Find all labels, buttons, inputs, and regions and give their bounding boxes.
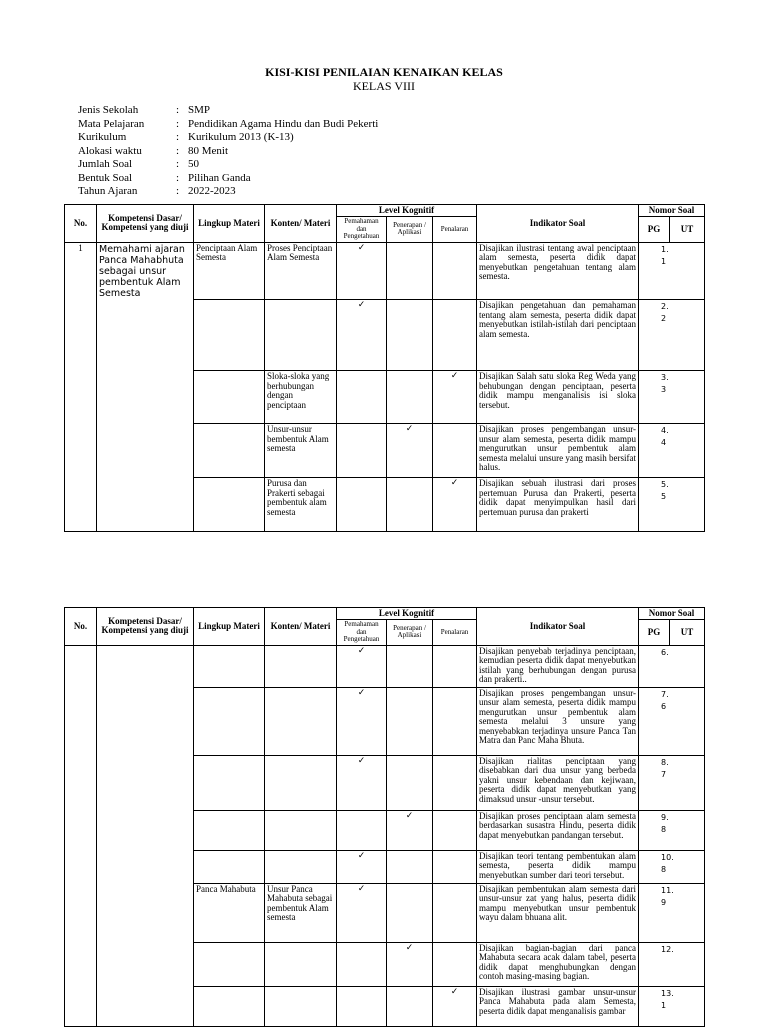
cell-lingkup xyxy=(194,986,265,1026)
cell-level-3 xyxy=(433,810,477,850)
table-row xyxy=(65,755,705,810)
cell-nomor xyxy=(639,478,705,532)
header-penerapan: Penerapan / Aplikasi xyxy=(387,620,433,646)
cell-kd xyxy=(97,645,194,687)
cell-no xyxy=(65,645,97,687)
cell-level-1 xyxy=(337,755,387,810)
cell-lingkup xyxy=(194,850,265,883)
cell-level-2 xyxy=(387,371,433,424)
cell-lingkup xyxy=(194,810,265,850)
cell-level-3 xyxy=(433,986,477,1026)
meta-value: 50 xyxy=(188,158,199,170)
cell-nomor xyxy=(639,810,705,850)
nomor-pg: 9. xyxy=(661,812,669,822)
meta-value: Pendidikan Agama Hindu dan Budi Pekerti xyxy=(188,117,379,130)
header-kd: Kompetensi Dasar/ Kompetensi yang diuji xyxy=(97,608,194,646)
table-row xyxy=(65,810,705,850)
header-indikator: Indikator Soal xyxy=(477,608,639,646)
cell-kd xyxy=(97,300,194,371)
meta-label: Jumlah Soal xyxy=(78,158,133,170)
cell-level-3 xyxy=(433,371,477,424)
cell-level-2 xyxy=(387,850,433,883)
meta-value: 2022-2023 xyxy=(188,185,236,197)
cell-no xyxy=(65,850,97,883)
document-title: KISI-KISI PENILAIAN KENAIKAN KELAS xyxy=(265,65,503,79)
check-icon: ✓ xyxy=(357,687,366,697)
nomor-pg: 11. xyxy=(661,885,674,895)
cell-level-2 xyxy=(387,645,433,687)
meta-label: Kurikulum xyxy=(78,131,127,143)
nomor-pg: 13. xyxy=(661,988,674,998)
nomor-ut: 2 xyxy=(661,314,667,323)
meta-colon: : xyxy=(176,104,180,116)
nomor-pg: 12. xyxy=(661,944,674,954)
cell-nomor xyxy=(639,850,705,883)
cell-nomor xyxy=(639,986,705,1026)
cell-level-1 xyxy=(337,371,387,424)
cell-level-1 xyxy=(337,883,387,942)
check-icon: ✓ xyxy=(405,810,414,820)
header-penalaran: Penalaran xyxy=(433,620,477,646)
meta-label: Mata Pelajaran xyxy=(78,117,145,130)
meta-label: Tahun Ajaran xyxy=(78,185,138,197)
header-konten: Konten/ Materi xyxy=(265,205,337,243)
cell-level-1 xyxy=(337,478,387,532)
cell-level-3 xyxy=(433,883,477,942)
cell-level-2 xyxy=(387,478,433,532)
header-pemahaman: Pemahaman dan Pengetahuan xyxy=(337,620,387,646)
cell-level-3 xyxy=(433,645,477,687)
cell-nomor xyxy=(639,942,705,986)
cell-indikator: Disajikan penyebab terjadinya penciptaan, kemudian peserta didik dapat menyebutkan istilah yang berhubungan dengan purusa dan prakerti.. xyxy=(477,645,639,687)
cell-level-2 xyxy=(387,300,433,371)
cell-level-2 xyxy=(387,942,433,986)
nomor-pg: 5. xyxy=(661,480,669,489)
check-icon: ✓ xyxy=(450,370,459,380)
nomor-pg: 1. xyxy=(661,244,669,254)
cell-no xyxy=(65,755,97,810)
cell-level-1 xyxy=(337,687,387,755)
nomor-ut: 5 xyxy=(661,492,667,501)
cell-lingkup xyxy=(194,942,265,986)
nomor-ut: 3 xyxy=(661,385,667,394)
cell-indikator: Disajikan pengetahuan dan pemahaman tentang alam semesta, peserta didik dapat menyebutkan istilah-istilah dari penciptaan alam semesta. xyxy=(477,300,639,371)
nomor-pg: 3. xyxy=(661,373,669,382)
meta-row xyxy=(78,145,378,159)
meta-row xyxy=(78,131,378,145)
cell-konten xyxy=(265,986,337,1026)
nomor-ut: 7 xyxy=(661,769,667,779)
cell-nomor xyxy=(639,300,705,371)
meta-row xyxy=(78,118,378,132)
cell-kd xyxy=(97,942,194,986)
nomor-pg: 4. xyxy=(661,426,669,435)
check-icon: ✓ xyxy=(450,477,459,487)
nomor-pg: 7. xyxy=(661,689,669,699)
table-row xyxy=(65,942,705,986)
nomor-pg: 8. xyxy=(661,757,669,767)
header-ut: UT xyxy=(670,620,705,646)
cell-no xyxy=(65,942,97,986)
cell-lingkup xyxy=(194,300,265,371)
cell-level-1 xyxy=(337,986,387,1026)
cell-konten xyxy=(265,755,337,810)
cell-kd xyxy=(97,478,194,532)
cell-kd xyxy=(97,371,194,424)
meta-value: 80 Menit xyxy=(188,144,229,157)
cell-no xyxy=(65,300,97,371)
meta-colon: : xyxy=(176,144,180,157)
header-lingkup: Lingkup Materi xyxy=(194,608,265,646)
table-row xyxy=(65,478,705,532)
header-level: Level Kognitif xyxy=(337,205,477,217)
header-indikator: Indikator Soal xyxy=(477,205,639,243)
check-icon: ✓ xyxy=(357,850,366,860)
meta-colon: : xyxy=(176,185,180,197)
cell-konten xyxy=(265,687,337,755)
cell-lingkup: Panca Mahabuta xyxy=(194,883,265,942)
meta-row xyxy=(78,158,378,172)
cell-kd: Memahami ajaran Panca Mahabhuta sebagai unsur pembentuk Alam Semesta xyxy=(97,242,194,300)
nomor-ut: 6 xyxy=(661,701,667,711)
cell-no: 1 xyxy=(65,242,97,300)
nomor-ut: 1 xyxy=(661,1000,667,1010)
meta-row xyxy=(78,172,378,186)
cell-no xyxy=(65,883,97,942)
cell-level-2 xyxy=(387,883,433,942)
meta-colon: : xyxy=(176,117,180,130)
cell-level-2 xyxy=(387,986,433,1026)
cell-level-2 xyxy=(387,687,433,755)
check-icon: ✓ xyxy=(357,242,366,252)
header-penerapan: Penerapan / Aplikasi xyxy=(387,217,433,243)
cell-level-2 xyxy=(387,242,433,300)
cell-no xyxy=(65,371,97,424)
meta-info xyxy=(78,104,378,199)
header-level: Level Kognitif xyxy=(337,608,477,620)
cell-nomor xyxy=(639,242,705,300)
cell-level-2 xyxy=(387,755,433,810)
cell-indikator: Disajikan proses pengembangan unsur-unsur alam semesta, peserta didik mampu mengurutkan unsur pembentuk alam semesta melalui unsure yang masih bersifat halus. xyxy=(477,424,639,478)
nomor-ut: 9 xyxy=(661,897,667,907)
header-penalaran: Penalaran xyxy=(433,217,477,243)
cell-kd xyxy=(97,755,194,810)
nomor-pg: 10. xyxy=(661,852,674,862)
meta-colon: : xyxy=(176,171,180,184)
cell-level-1 xyxy=(337,645,387,687)
cell-level-3 xyxy=(433,687,477,755)
meta-value: SMP xyxy=(188,104,211,116)
cell-level-1 xyxy=(337,942,387,986)
nomor-pg: 2. xyxy=(661,302,669,311)
cell-nomor xyxy=(639,755,705,810)
cell-konten xyxy=(265,645,337,687)
cell-konten: Sloka-sloka yang berhubungan dengan penciptaan xyxy=(265,371,337,424)
cell-nomor xyxy=(639,371,705,424)
header-konten: Konten/ Materi xyxy=(265,608,337,646)
nomor-ut: 8 xyxy=(661,864,667,874)
header-pemahaman: Pemahaman dan Pengetahuan xyxy=(337,217,387,243)
cell-indikator: Disajikan rialitas penciptaan yang disebabkan dari dua unsur yang berbeda yakni unsur kebendaan dan kejiwaan, peserta didik dapat menyebutkan yang dimaksud unsur -unsur tersebut. xyxy=(477,755,639,810)
check-icon: ✓ xyxy=(357,299,366,309)
cell-konten xyxy=(265,300,337,371)
cell-indikator: Disajikan ilustrasi gambar unsur-unsur Panca Mahabuta pada alam Semesta, peserta didik dapat menganalisis gambar xyxy=(477,986,639,1026)
check-icon: ✓ xyxy=(405,942,414,952)
meta-value: Kurikulum 2013 (K-13) xyxy=(188,131,294,143)
nomor-ut: 4 xyxy=(661,438,667,447)
cell-level-3 xyxy=(433,242,477,300)
cell-level-1 xyxy=(337,424,387,478)
kisi-table-1 xyxy=(64,204,705,532)
nomor-ut: 1 xyxy=(661,256,667,266)
meta-colon: : xyxy=(176,131,180,143)
cell-konten xyxy=(265,942,337,986)
cell-nomor xyxy=(639,645,705,687)
meta-label: Alokasi waktu xyxy=(78,144,142,157)
meta-value: Pilihan Ganda xyxy=(188,171,251,184)
cell-level-3 xyxy=(433,942,477,986)
cell-level-3 xyxy=(433,424,477,478)
cell-indikator: Disajikan sebuah ilustrasi dari proses pertemuan Purusa dan Prakerti, peserta didik dapat menyimpulkan hasil dari pertemuan purusa dan prakerti xyxy=(477,478,639,532)
meta-colon: : xyxy=(176,158,180,170)
cell-level-3 xyxy=(433,850,477,883)
cell-konten: Purusa dan Prakerti sebagai pembentuk alam semesta xyxy=(265,478,337,532)
table-row xyxy=(65,850,705,883)
header-pg: PG xyxy=(639,217,670,243)
cell-kd xyxy=(97,810,194,850)
header-lingkup: Lingkup Materi xyxy=(194,205,265,243)
cell-level-3 xyxy=(433,478,477,532)
nomor-ut: 8 xyxy=(661,824,667,834)
cell-indikator: Disajikan bagian-bagian dari panca Mahabuta secara acak dalam tabel, peserta didik dapat menghubungkan dengan contoh masing-masing bagian. xyxy=(477,942,639,986)
cell-lingkup xyxy=(194,645,265,687)
cell-konten: Unsur-unsur bembentuk Alam semesta xyxy=(265,424,337,478)
cell-indikator: Disajikan Salah satu sloka Reg Weda yang behubungan dengan penciptaan, peserta didik mampu menganalisis isi sloka tersebut. xyxy=(477,371,639,424)
table-row xyxy=(65,242,705,300)
nomor-pg: 6. xyxy=(661,647,669,657)
cell-lingkup xyxy=(194,478,265,532)
meta-row xyxy=(78,185,378,199)
cell-no xyxy=(65,810,97,850)
table-row xyxy=(65,300,705,371)
check-icon: ✓ xyxy=(357,883,366,893)
cell-lingkup: Penciptaan Alam Semesta xyxy=(194,242,265,300)
cell-level-1 xyxy=(337,242,387,300)
check-icon: ✓ xyxy=(405,423,414,433)
check-icon: ✓ xyxy=(357,645,366,655)
cell-level-2 xyxy=(387,810,433,850)
cell-nomor xyxy=(639,424,705,478)
table-row xyxy=(65,883,705,942)
cell-level-3 xyxy=(433,300,477,371)
cell-indikator: Disajikan pembentukan alam semesta dari unsur-unsur zat yang halus, peserta didik mampu menyebutkan unsur pembentuk wayu dalam bhuana alit. xyxy=(477,883,639,942)
cell-kd xyxy=(97,424,194,478)
cell-kd xyxy=(97,850,194,883)
cell-lingkup xyxy=(194,755,265,810)
cell-indikator: Disajikan proses penciptaan alam semesta berdasarkan susastra Hindu, peserta didik dapat menyebutkan pandangan tersebut. xyxy=(477,810,639,850)
table-row xyxy=(65,371,705,424)
kisi-table-2 xyxy=(64,607,705,1027)
meta-row xyxy=(78,104,378,118)
cell-level-1 xyxy=(337,300,387,371)
cell-konten xyxy=(265,850,337,883)
cell-indikator: Disajikan proses pengembangan unsur-unsur alam semesta, peserta didik mampu mengurutkan unsur pembentuk alam semesta melalui 3 unsure yang menyebabkan terjadinya unsure Panca Tan Matra dan Panc Maha Bhuta. xyxy=(477,687,639,755)
check-icon: ✓ xyxy=(450,986,459,996)
cell-indikator: Disajikan teori tentang pembentukan alam semesta, peserta didik mampu menyebutkan sumber dari teori tersebut. xyxy=(477,850,639,883)
cell-lingkup xyxy=(194,424,265,478)
cell-konten: Proses Penciptaan Alam Semesta xyxy=(265,242,337,300)
meta-label: Jenis Sekolah xyxy=(78,104,139,116)
cell-level-2 xyxy=(387,424,433,478)
cell-indikator: Disajikan ilustrasi tentang awal penciptaan alam semesta, peserta didik dapat menyebutkan pengetahuan tentang alam semesta. xyxy=(477,242,639,300)
cell-level-3 xyxy=(433,755,477,810)
cell-kd xyxy=(97,986,194,1026)
header-nomor: Nomor Soal xyxy=(639,608,705,620)
cell-no xyxy=(65,986,97,1026)
document-subtitle: KELAS VIII xyxy=(352,79,416,93)
cell-no xyxy=(65,687,97,755)
table-row xyxy=(65,687,705,755)
cell-lingkup xyxy=(194,371,265,424)
cell-no xyxy=(65,424,97,478)
header-nomor: Nomor Soal xyxy=(639,205,705,217)
table-row xyxy=(65,645,705,687)
cell-kd xyxy=(97,687,194,755)
header-ut: UT xyxy=(670,217,705,243)
cell-level-1 xyxy=(337,850,387,883)
cell-lingkup xyxy=(194,687,265,755)
table-row xyxy=(65,986,705,1026)
cell-konten xyxy=(265,810,337,850)
cell-konten: Unsur Panca Mahabuta sebagai pembentuk Alam semesta xyxy=(265,883,337,942)
cell-level-1 xyxy=(337,810,387,850)
header-no: No. xyxy=(65,205,97,243)
check-icon: ✓ xyxy=(357,755,366,765)
cell-no xyxy=(65,478,97,532)
header-kd: Kompetensi Dasar/ Kompetensi yang diuji xyxy=(97,205,194,243)
header-pg: PG xyxy=(639,620,670,646)
meta-label: Bentuk Soal xyxy=(78,171,133,184)
table-row xyxy=(65,424,705,478)
header-no: No. xyxy=(65,608,97,646)
cell-nomor xyxy=(639,883,705,942)
cell-kd xyxy=(97,883,194,942)
cell-nomor xyxy=(639,687,705,755)
